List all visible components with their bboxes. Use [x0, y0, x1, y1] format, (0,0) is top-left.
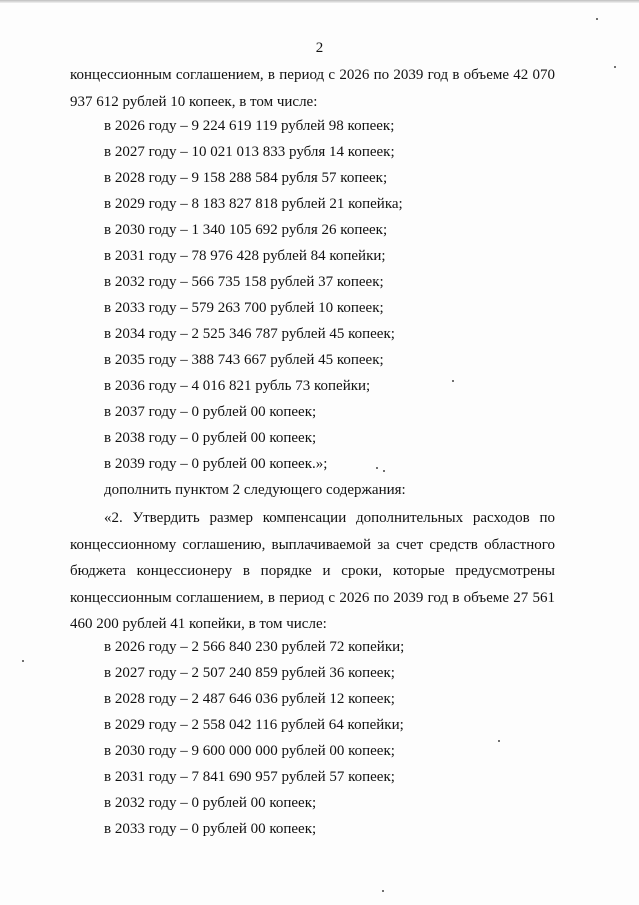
scan-speck — [376, 467, 378, 469]
scan-speck — [452, 380, 454, 382]
list-item: в 2028 году – 9 158 288 584 рубля 57 копеек; — [104, 170, 388, 186]
list-item: в 2033 году – 579 263 700 рублей 10 копеек; — [104, 300, 384, 316]
list-item: в 2030 году – 9 600 000 000 рублей 00 копеек; — [104, 743, 395, 759]
page-number: 2 — [315, 40, 324, 56]
list-item: в 2037 году – 0 рублей 00 копеек; — [104, 404, 317, 420]
supplement-instruction: дополнить пунктом 2 следующего содержания: — [104, 482, 406, 498]
list-item: в 2031 году – 78 976 428 рублей 84 копейки; — [104, 248, 386, 264]
scan-speck — [383, 470, 385, 472]
list-item: в 2039 году – 0 рублей 00 копеек.»; — [104, 456, 328, 472]
list-item: в 2032 году – 0 рублей 00 копеек; — [104, 795, 317, 811]
list-item: в 2027 году – 2 507 240 859 рублей 36 копеек; — [104, 665, 395, 681]
list-item: в 2029 году – 2 558 042 116 рублей 64 копейки; — [104, 717, 404, 733]
list-item: в 2026 году – 9 224 619 119 рублей 98 копеек; — [104, 118, 395, 134]
scan-speck — [498, 740, 500, 742]
list-item: в 2029 году – 8 183 827 818 рублей 21 копейка; — [104, 196, 403, 212]
page-top-edge — [0, 0, 639, 3]
list-item: в 2032 году – 566 735 158 рублей 37 копеек; — [104, 274, 384, 290]
paragraph-item-2: «2. Утвердить размер компенсации дополнительных расходов по концессионному соглашению, выплачиваемой за счет средств областного бюджета концессионеру в порядке и сроки, которые предусмотрены концессионным соглашением, в период с 2026 по 2039 год в объеме 27 561 460 200 рублей 41 копейки, в том числе: — [70, 510, 555, 632]
scan-speck — [614, 66, 616, 68]
paragraph-intro: концессионным соглашением, в период с 2026 по 2039 год в объеме 42 070 937 612 рублей 10 копеек, в том числе: — [70, 67, 555, 110]
list-item: в 2031 году – 7 841 690 957 рублей 57 копеек; — [104, 769, 395, 785]
list-item: в 2036 году – 4 016 821 рубль 73 копейки; — [104, 378, 371, 394]
list-item: в 2030 году – 1 340 105 692 рубля 26 копеек; — [104, 222, 388, 238]
list-item: в 2033 году – 0 рублей 00 копеек; — [104, 821, 317, 837]
list-item: в 2026 году – 2 566 840 230 рублей 72 копейки; — [104, 639, 405, 655]
scan-speck — [596, 18, 598, 20]
scan-speck — [22, 660, 24, 662]
list-item: в 2027 году – 10 021 013 833 рубля 14 копеек; — [104, 144, 395, 160]
scan-speck — [382, 890, 384, 892]
list-item: в 2035 году – 388 743 667 рублей 45 копеек; — [104, 352, 384, 368]
list-item: в 2038 году – 0 рублей 00 копеек; — [104, 430, 317, 446]
list-item: в 2034 году – 2 525 346 787 рублей 45 копеек; — [104, 326, 395, 342]
list-item: в 2028 году – 2 487 646 036 рублей 12 копеек; — [104, 691, 395, 707]
